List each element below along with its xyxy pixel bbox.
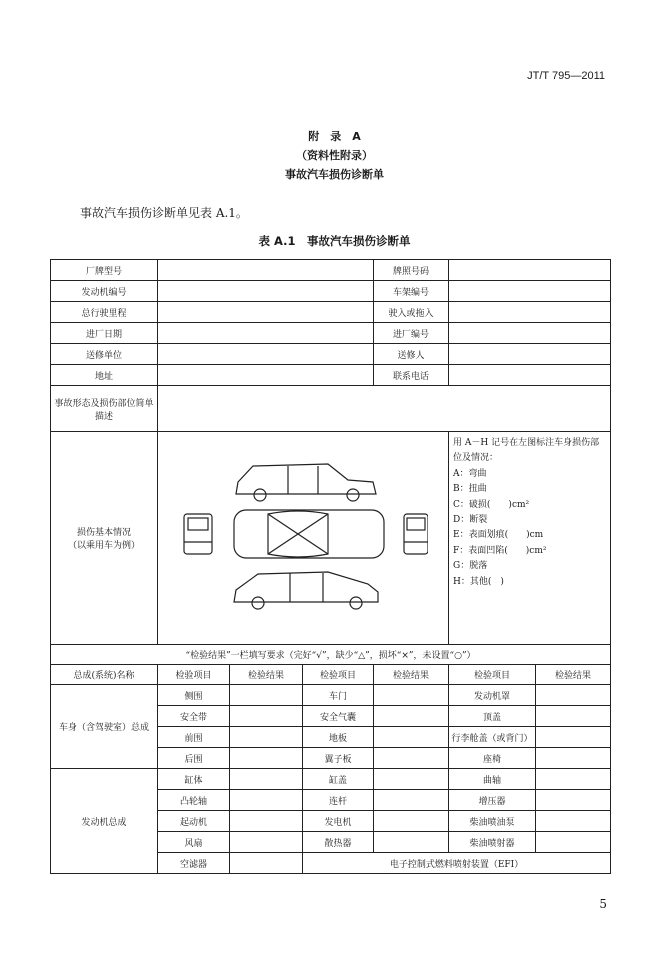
inspection-result — [536, 811, 611, 832]
damage-label — [51, 432, 158, 645]
inspection-item: 后围 — [158, 748, 230, 769]
car-plan-view — [234, 510, 384, 558]
inspection-item: 电子控制式燃料喷射装置（EFI） — [303, 853, 611, 874]
inspection-item: 座椅 — [449, 748, 536, 769]
inspection-item: 地板 — [303, 727, 374, 748]
instruction-row: “检验结果”一栏填写要求（完好“√”，缺少“△”，损坏“×”，未设置“○”） — [51, 645, 611, 665]
legend-item: F：表面凹陷( )cm² — [453, 545, 547, 556]
column-header: 总成(系统)名称 — [51, 665, 158, 685]
column-header: 检验项目 — [303, 665, 374, 685]
inspection-item: 发电机 — [303, 811, 374, 832]
legend-item: D：断裂 — [453, 515, 488, 526]
inspection-item: 缸体 — [158, 769, 230, 790]
info-value — [449, 365, 611, 386]
inspection-result — [536, 790, 611, 811]
diagnosis-table — [50, 259, 611, 874]
legend-intro: 用 A－H 记号在左图标注车身损伤部位及情况： — [453, 438, 600, 464]
car-diagram — [178, 452, 428, 612]
inspection-result — [230, 853, 303, 874]
info-value — [449, 260, 611, 281]
inspection-item: 凸轮轴 — [158, 790, 230, 811]
inspection-result — [230, 832, 303, 853]
legend-item: H：其他( ) — [453, 576, 504, 587]
inspection-result — [230, 769, 303, 790]
info-value — [158, 323, 374, 344]
column-header: 检验结果 — [374, 665, 449, 685]
legend-item: C：破损( )cm² — [453, 499, 530, 510]
group-name: 发动机总成 — [51, 769, 158, 874]
info-label: 车架编号 — [374, 281, 449, 302]
inspection-result — [374, 727, 449, 748]
damage-legend — [449, 432, 611, 645]
accident-description — [158, 386, 611, 432]
info-label: 驶入或拖入 — [374, 302, 449, 323]
info-value — [449, 323, 611, 344]
table-caption: 表 A.1 事故汽车损伤诊断单 — [258, 234, 411, 248]
inspection-result — [374, 832, 449, 853]
info-label: 进厂日期 — [51, 323, 158, 344]
inspection-result — [230, 685, 303, 706]
damage-label-line1: 损伤基本情况 — [76, 528, 131, 538]
inspection-result — [230, 790, 303, 811]
inspection-item: 柴油喷油泵 — [449, 811, 536, 832]
column-header: 检验项目 — [449, 665, 536, 685]
legend-item: E：表面划痕( )cm — [453, 530, 544, 541]
inspection-item: 顶盖 — [449, 706, 536, 727]
inspection-result — [230, 748, 303, 769]
legend-item: B：扭曲 — [453, 484, 487, 495]
inspection-result — [536, 832, 611, 853]
info-label: 地址 — [51, 365, 158, 386]
accident-label: 事故形态及损伤部位简单描述 — [51, 386, 158, 432]
info-value — [158, 344, 374, 365]
appendix-subtitle: （资料性附录） — [296, 149, 373, 162]
inspection-result — [536, 727, 611, 748]
inspection-result — [230, 706, 303, 727]
inspection-result — [374, 685, 449, 706]
inspection-result — [536, 769, 611, 790]
inspection-item: 空滤器 — [158, 853, 230, 874]
info-value — [158, 281, 374, 302]
info-value — [158, 365, 374, 386]
inspection-item: 侧围 — [158, 685, 230, 706]
inspection-item: 安全气囊 — [303, 706, 374, 727]
column-header: 检验结果 — [230, 665, 303, 685]
info-label: 牌照号码 — [374, 260, 449, 281]
info-value — [449, 281, 611, 302]
info-label: 送修人 — [374, 344, 449, 365]
inspection-result — [230, 727, 303, 748]
inspection-result — [536, 748, 611, 769]
info-label: 进厂编号 — [374, 323, 449, 344]
appendix-name: 事故汽车损伤诊断单 — [285, 168, 384, 181]
column-header: 检验结果 — [536, 665, 611, 685]
inspection-result — [374, 748, 449, 769]
standard-code: JT/T 795—2011 — [527, 70, 605, 82]
info-value — [449, 344, 611, 365]
inspection-result — [230, 811, 303, 832]
info-value — [449, 302, 611, 323]
info-value — [158, 260, 374, 281]
info-label: 联系电话 — [374, 365, 449, 386]
inspection-result — [536, 685, 611, 706]
damage-label-line2: （以乘用车为例） — [67, 541, 140, 551]
inspection-item: 车门 — [303, 685, 374, 706]
inspection-item: 风扇 — [158, 832, 230, 853]
page-number: 5 — [599, 897, 607, 911]
inspection-item: 翼子板 — [303, 748, 374, 769]
column-header: 检验项目 — [158, 665, 230, 685]
inspection-result — [536, 706, 611, 727]
inspection-item: 曲轴 — [449, 769, 536, 790]
group-name: 车身（含驾驶室）总成 — [51, 685, 158, 769]
inspection-result — [374, 769, 449, 790]
info-label: 厂牌型号 — [51, 260, 158, 281]
legend-item: G：脱落 — [453, 561, 488, 572]
info-value — [158, 302, 374, 323]
info-label: 总行驶里程 — [51, 302, 158, 323]
inspection-item: 增压器 — [449, 790, 536, 811]
inspection-item: 起动机 — [158, 811, 230, 832]
inspection-item: 前围 — [158, 727, 230, 748]
inspection-item: 发动机罩 — [449, 685, 536, 706]
intro-text: 事故汽车损伤诊断单见表 A.1。 — [80, 206, 248, 220]
info-label: 发动机编号 — [51, 281, 158, 302]
inspection-item: 缸盖 — [303, 769, 374, 790]
info-label: 送修单位 — [51, 344, 158, 365]
car-diagram-cell — [158, 432, 449, 645]
inspection-result — [374, 811, 449, 832]
inspection-result — [374, 706, 449, 727]
inspection-item: 连杆 — [303, 790, 374, 811]
legend-item: A：弯曲 — [453, 468, 487, 479]
inspection-item: 散热器 — [303, 832, 374, 853]
inspection-item: 行李舱盖（或背门） — [449, 727, 536, 748]
inspection-item: 安全带 — [158, 706, 230, 727]
car-rear-view — [404, 514, 428, 554]
inspection-result — [374, 790, 449, 811]
inspection-item: 柴油喷射器 — [449, 832, 536, 853]
appendix-title: 附 录 A — [308, 130, 361, 143]
